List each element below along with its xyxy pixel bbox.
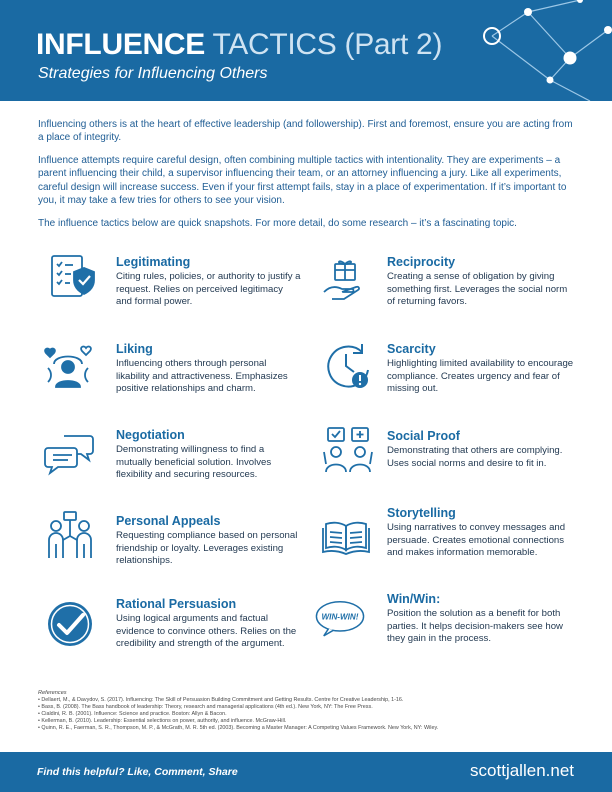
gift-hand-icon — [318, 254, 370, 306]
two-people-flag-icon — [44, 510, 96, 562]
tactic-name: Win/Win: — [387, 592, 441, 606]
win-win-badge-text: WIN-WIN! — [321, 612, 359, 622]
tactic-name: Reciprocity — [387, 255, 456, 269]
tactic-description: Using logical arguments and factual evidence to convince others. Relies on the credibility and strength of the argument. — [116, 613, 297, 650]
tactic-name: Personal Appeals — [116, 514, 221, 528]
intro-paragraph-2: Influence attempts require careful design, often combining multiple tactics with intentionality. They are experiments – a parent influencing their child, a supervisor influencing their team, or an attorney influencing a jury. Like all experiments, careful design will increase success. Even if your first attempt fails, stay in a place of experimentation. If it’s important to you, it may take a few tries for others to see your vision. — [38, 155, 567, 207]
tactic-win-win — [387, 592, 577, 646]
tactic-description: Demonstrating willingness to find a mutually beneficial solution. Involves flexibility and securing resources. — [116, 444, 272, 481]
tactic-legitimating — [116, 255, 301, 309]
check-badge-icon — [44, 598, 96, 650]
tactic-personal-appeals — [116, 514, 301, 568]
reference-item: • Cialdini, R. B. (2001). Influence: Science and practice. Boston: Allyn & Bacon. — [38, 710, 227, 717]
reference-item: • Dellaert, M., & Davydov, S. (2017). Influencing: The Skill of Persuasion Building Commitment and Getting Results. Centre for Creative Leadership, 1-16. — [38, 696, 404, 703]
title-light: TACTICS (Part 2) — [212, 28, 443, 61]
speech-bubbles-icon — [44, 428, 96, 480]
tactic-negotiation — [116, 428, 301, 482]
tactic-description: Demonstrating that others are complying. Uses social norms and desire to fit in. — [387, 445, 563, 469]
tactic-name: Negotiation — [116, 428, 185, 442]
tactic-storytelling — [387, 506, 577, 560]
clock-alert-icon — [322, 340, 374, 392]
network-graph-icon — [440, 0, 612, 101]
page-subtitle: Strategies for Influencing Others — [38, 65, 268, 82]
tactic-description: Using narratives to convey messages and persuade. Creates emotional connections and makes information memorable. — [387, 522, 566, 559]
tactic-name: Liking — [116, 342, 153, 356]
win-win-bubble-icon — [314, 592, 378, 644]
tactic-name: Rational Persuasion — [116, 597, 237, 611]
tactic-name: Social Proof — [387, 429, 460, 443]
tactic-description: Creating a sense of obligation by giving something first. Leverages the social norm of returning favors. — [387, 271, 568, 308]
tactic-name: Scarcity — [387, 342, 436, 356]
page-title — [36, 28, 442, 62]
tactic-description: Highlighting limited availability to encourage compliance. Creates urgency and fear of missing out. — [387, 358, 574, 395]
tactic-reciprocity — [387, 255, 577, 309]
tactic-liking — [116, 342, 301, 396]
tactic-rational-persuasion — [116, 597, 301, 651]
reference-item: • Bass, B. (2008). The Bass handbook of leadership: Theory, research and managerial applications (4th ed.). New York, NY: The Free Press. — [38, 703, 373, 710]
title-bold: INFLUENCE — [36, 28, 205, 61]
tactic-description: Requesting compliance based on personal friendship or loyalty. Leverages existing relationships. — [116, 530, 298, 567]
reference-item: • Kellerman, B. (2010). Leadership: Essential selections on power, authority, and influence. McGraw-Hill. — [38, 717, 287, 724]
tactic-name: Legitimating — [116, 255, 191, 269]
tactic-description: Influencing others through personal likability and attractiveness. Emphasizes positive relationships and charm. — [116, 358, 288, 395]
reference-item: • Quinn, R. E., Faerman, S. R., Thompson, M. P., & McGrath, M. R. 5th ed. (2003). Becoming a Master Manager: A Competing Values Framework. New York, NY: Wiley. — [38, 724, 439, 731]
footer-bar — [0, 752, 612, 792]
intro-paragraph-3: The influence tactics below are quick snapshots. For more detail, do some research – it’s a fascinating topic. — [38, 218, 517, 229]
tactic-social-proof — [387, 429, 577, 470]
shield-checklist-icon — [46, 250, 98, 302]
people-approval-icon — [322, 424, 374, 476]
references-heading: References — [38, 690, 67, 696]
open-book-icon — [320, 512, 372, 564]
footer-site-link[interactable]: scottjallen.net — [470, 761, 574, 780]
header-banner — [0, 0, 612, 101]
footer-cta: Find this helpful? Like, Comment, Share — [37, 766, 238, 778]
tactic-description: Position the solution as a benefit for both parties. It helps decision-makers see how they gain in the process. — [387, 608, 563, 645]
intro-paragraph-1: Influencing others is at the heart of effective leadership (and followership). First and foremost, ensure you are acting from a place of integrity. — [38, 119, 573, 144]
tactic-scarcity — [387, 342, 577, 396]
tactic-description: Citing rules, policies, or authority to justify a request. Relies on perceived legitimacy and formal power. — [116, 271, 301, 308]
tactic-name: Storytelling — [387, 506, 456, 520]
references — [38, 690, 583, 731]
person-hearts-icon — [42, 340, 94, 392]
